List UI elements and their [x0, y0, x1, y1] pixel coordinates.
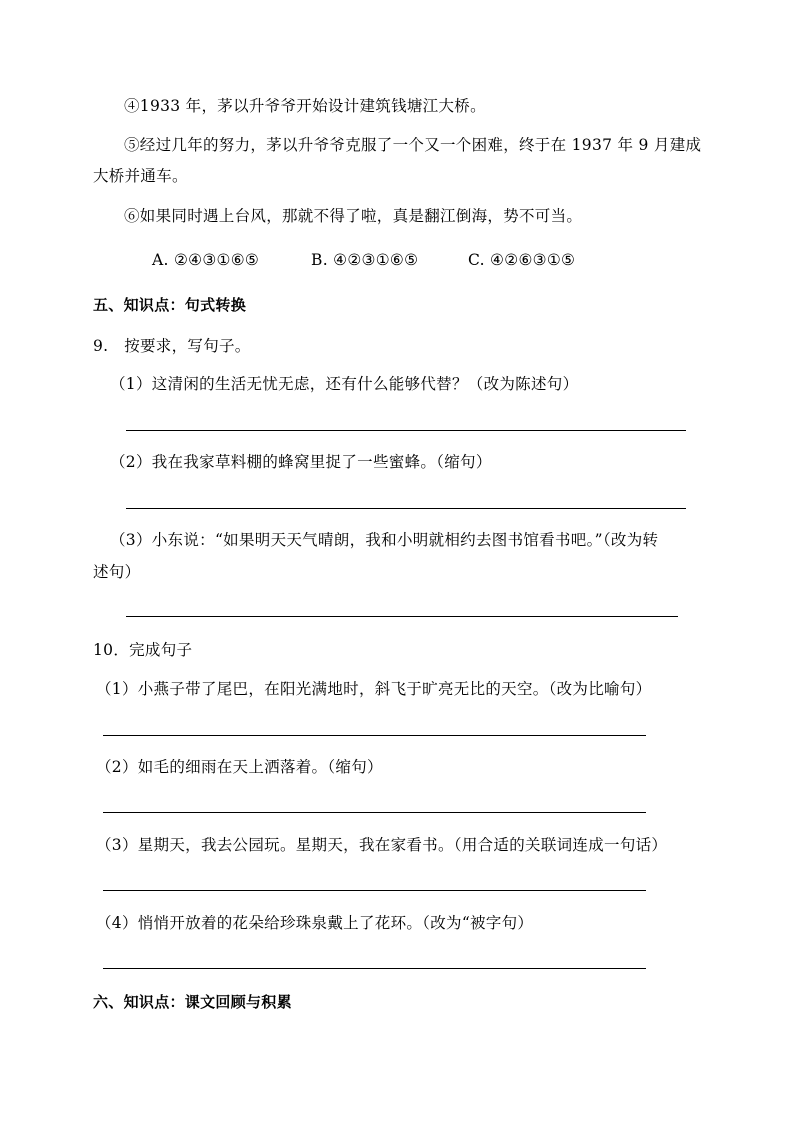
step-4: ④1933 年，茅以升爷爷开始设计建筑钱塘江大桥。: [124, 97, 486, 115]
q10-part-2: （2）如毛的细雨在天上洒落着。（缩句）: [96, 758, 383, 776]
q9-part-1: （1）这清闲的生活无忧无虑，还有什么能够代替？（改为陈述句）: [110, 375, 579, 393]
q9-stem: 9. 按要求，写句子。: [93, 337, 251, 355]
q9-answer-line-1: [126, 430, 686, 431]
q10-answer-line-2: [103, 812, 646, 813]
section-6-title: 六、知识点：课文回顾与积累: [93, 993, 292, 1011]
q10-answer-line-3: [103, 890, 646, 891]
q10-answer-line-4: [103, 968, 646, 969]
step-5-line2: 大桥并通车。: [93, 167, 188, 185]
option-a: A. ②④③①⑥⑤: [152, 251, 260, 269]
q9-part-3-line2: 述句）: [93, 563, 141, 581]
step-6: ⑥如果同时遇上台风，那就不得了啦，真是翻江倒海，势不可当。: [124, 207, 583, 225]
q9-part-2: （2）我在我家草料棚的蜂窝里捉了一些蜜蜂。（缩句）: [110, 453, 492, 471]
q10-part-3: （3）星期天，我去公园玩。星期天，我在家看书。（用合适的关联词连成一句话）: [96, 836, 668, 854]
option-c: C. ④②⑥③①⑤: [468, 251, 576, 269]
option-b: B. ④②③①⑥⑤: [311, 251, 419, 269]
q9-part-3-line1: （3）小东说：“如果明天天气晴朗，我和小明就相约去图书馆看书吧。”（改为转: [110, 531, 659, 549]
section-5-title: 五、知识点：句式转换: [93, 296, 247, 314]
q9-answer-line-3: [126, 616, 678, 617]
q10-stem: 10．完成句子: [93, 641, 193, 659]
q10-part-4: （4）悄悄开放着的花朵给珍珠泉戴上了花环。（改为“被字句）: [96, 914, 534, 932]
q10-answer-line-1: [103, 735, 646, 736]
q10-part-1: （1）小燕子带了尾巴，在阳光满地时，斜飞于旷亮无比的天空。（改为比喻句）: [96, 680, 652, 698]
step-5-line1: ⑤经过几年的努力，茅以升爷爷克服了一个又一个困难，终于在 1937 年 9 月建成: [124, 136, 702, 154]
q9-answer-line-2: [126, 508, 686, 509]
